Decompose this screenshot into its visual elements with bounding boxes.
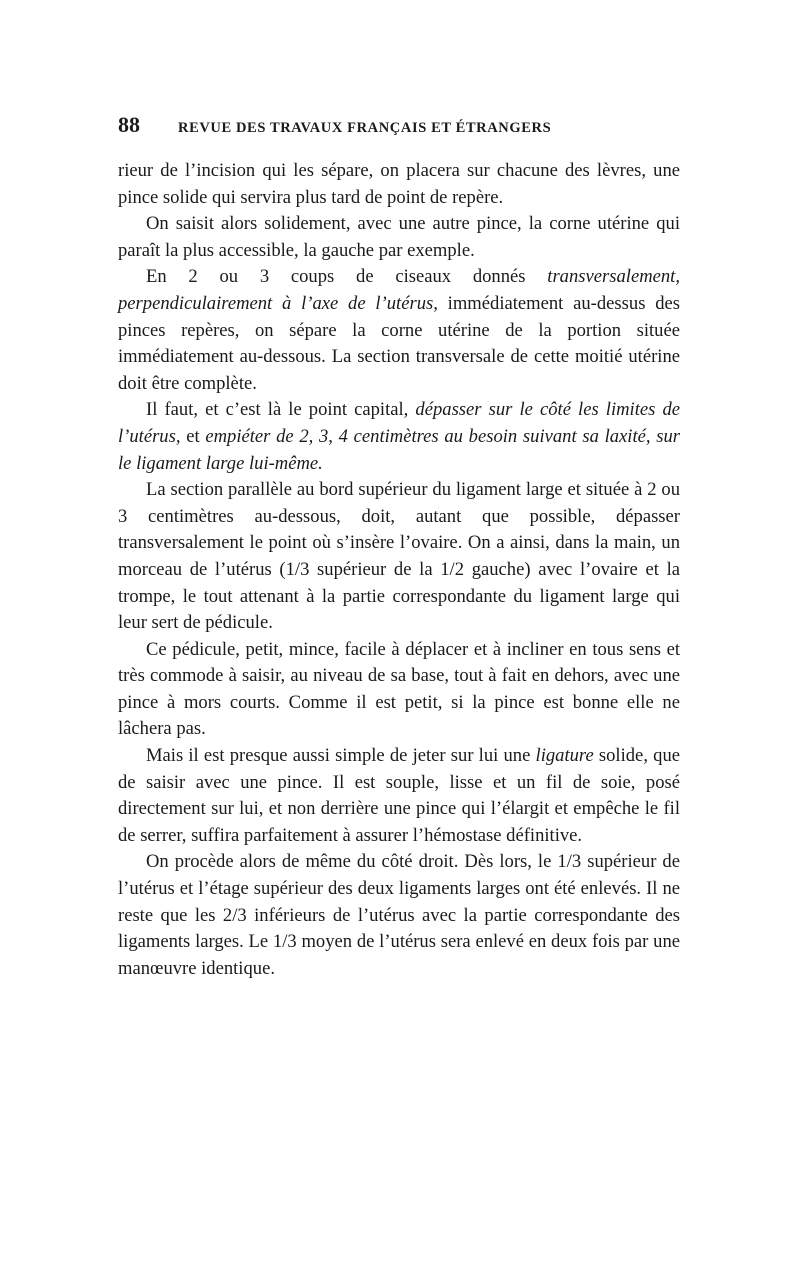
paragraph-8: [118, 849, 680, 982]
paragraph-4-segment-3: et: [180, 425, 206, 447]
paragraph-8-segment-1: On procède alors de même du côté droit. Dès lors, le 1/3 supérieur de l’utérus et l’étage supérieur des deux ligaments larges ont été enlevés. Il ne reste que les 2/3 inférieurs de l’utérus avec la partie correspondante des ligaments larges. Le 1/3 moyen de l’utérus sera enlevé en deux fois par une manœuvre identique.: [118, 851, 680, 979]
paragraph-5-segment-1: La section parallèle au bord supérieur du ligament large et située à 2 ou 3 centimètres au-dessous, doit, autant que possible, dépasser transversalement le point où s’insère l’ovaire. On a ainsi, dans la main, un morceau de l’utérus (1/3 supérieur de la 1/2 gauche) avec l’ovaire et la trompe, le tout attenant à la partie correspondante du ligament large qui leur sert de pédicule.: [118, 479, 680, 634]
paragraph-4-segment-2: dépasser sur le côté les limites de l’utérus,: [118, 399, 681, 447]
paragraph-1: [118, 158, 680, 211]
paragraph-2: [118, 211, 680, 264]
paragraph-7-segment-1: Mais il est presque aussi simple de jeter sur lui une: [146, 745, 536, 767]
paragraph-3-segment-3: immédiatement au-dessus des pinces repères, on sépare la corne utérine de la portion située immédiatement au-dessous. La section transversale de cette moitié utérine doit être complète.: [118, 292, 681, 394]
paragraph-3-segment-1: En 2 ou 3 coups de ciseaux donnés: [146, 266, 548, 288]
paragraph-7-segment-3: solide, que de saisir avec une pince. Il est souple, lisse et un fil de soie, posé directement sur lui, et non derrière une pince qui l’élargit et empêche le fil de serrer, suffira parfaitement à assurer l’hémostase définitive.: [118, 745, 680, 846]
page-number: 88: [118, 112, 140, 137]
paragraph-3: [118, 264, 680, 397]
body-text: [118, 158, 680, 982]
paragraph-4-segment-4: empiéter de 2, 3, 4 centimètres au besoin suivant sa laxité, sur le ligament large lui-même.: [118, 425, 681, 474]
paragraph-2-segment-1: On saisit alors solidement, avec une autre pince, la corne utérine qui paraît la plus accessible, la gauche par exemple.: [118, 213, 680, 261]
running-header: [118, 112, 680, 146]
paragraph-3-segment-2: transversalement, perpendiculairement à l’axe de l’utérus,: [118, 266, 680, 314]
paragraph-7: [118, 743, 680, 849]
running-title: REVUE DES TRAVAUX FRANÇAIS ET ÉTRANGERS: [178, 120, 552, 136]
paragraph-7-segment-2: ligature: [535, 745, 594, 767]
paragraph-6: [118, 637, 680, 743]
paragraph-4: [118, 397, 680, 477]
document-page: [118, 112, 680, 982]
paragraph-6-segment-1: Ce pédicule, petit, mince, facile à déplacer et à incliner en tous sens et très commode à saisir, au niveau de sa base, tout à fait en dehors, avec une pince à mors courts. Comme il est petit, si la pince est bonne elle ne lâchera pas.: [118, 638, 680, 740]
paragraph-4-segment-1: Il faut, et c’est là le point capital,: [146, 399, 416, 421]
paragraph-1-segment-1: rieur de l’incision qui les sépare, on placera sur chacune des lèvres, une pince solide qui servira plus tard de point de repère.: [118, 160, 680, 208]
paragraph-5: [118, 477, 680, 637]
